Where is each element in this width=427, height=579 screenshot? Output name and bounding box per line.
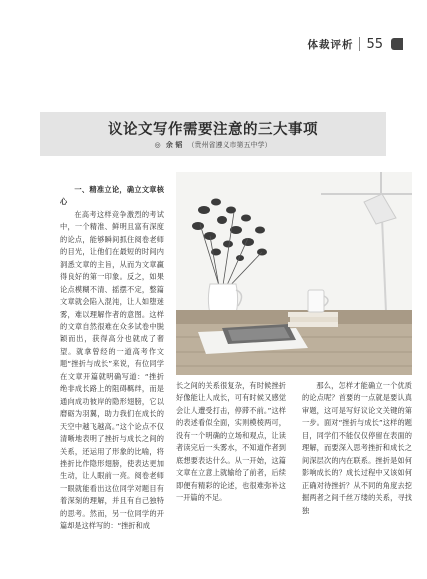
paragraph: 那么，怎样才能确立一个优质的论点呢？首要的一点就是要认真审题，这可是写好议论文关键的第一步。面对“挫折与成长”这样的题目，同学们不能仅仅停留在表面的理解，而要深入思考挫折和成长之间深层次的内在联系。挫折是如何影响成长的？成长过程中又该如何正确对待挫折？从不同的角度去挖掘两者之间千丝万缕的关系，寻找独 xyxy=(302,381,412,515)
page-header xyxy=(307,34,403,54)
middle-column xyxy=(176,380,286,505)
section-label: 体裁评析 xyxy=(307,38,354,51)
left-column xyxy=(60,184,164,533)
desk-scene-image xyxy=(176,172,412,375)
section-heading: 一、精准立论，确立文章核心 xyxy=(60,185,164,207)
illustration-photo xyxy=(176,172,412,375)
corner-tab-mark xyxy=(391,38,403,50)
right-column xyxy=(302,380,412,517)
article-title: 议论文写作需要注意的三大事项 xyxy=(108,121,318,138)
header-divider xyxy=(359,37,360,51)
byline xyxy=(40,140,386,150)
paragraph: 在高考这样竞争激烈的考试中，一个精准、鲜明且富有深度的论点，能够瞬间抓住阅卷老师的目光，让他们在最短的时间内洞悉文章的主旨，从而为文章赢得良好的第一印象。反之，如果论点模糊不清、摇摆不定，整篇文章就会陷入混沌，让人如堕迷雾，难以理解作者的意图。这样的文章自然很难在众多试卷中脱颖而出，获得高分也就成了奢望。就拿曾经的一道高考作文题“挫折与成长”来说，有位同学在文章开篇就明确写道：“挫折绝非成长路上的阻碍羁绊，而是通向成功彼岸的隐形翅膀，它以磨砺为羽翼，助力我们在成长的天空中越飞越高。”这个论点不仅清晰地表明了挫折与成长之间的关系，还运用了形象的比喻，将挫折比作隐形翅膀，使表达更加生动，让人眼前一亮。阅卷老师一眼就能看出这位同学对题目有着深刻的理解，并且有自己独特的思考。然而，另一位同学的开篇却是这样写的：“挫折和成 xyxy=(60,209,164,531)
author-affiliation: （贵州省遵义市第五中学） xyxy=(187,141,272,149)
author-name: 余 韬 xyxy=(165,141,183,149)
page-number: 55 xyxy=(366,36,383,52)
paragraph: 长之间的关系很复杂，有时候挫折好像能让人成长，可有时候又感觉会让人遭受打击，停滞不前。”这样的表述看似全面，实则模棱两可，没有一个明确的立场和观点，让读者读完后一头雾水，不知道作者到底想要表达什么。从一开始，这篇文章在立意上就输给了前者，后续即便有精彩的论述，也很难弥补这一开篇的不足。 xyxy=(176,381,286,503)
byline-mark: ◎ xyxy=(154,141,161,149)
